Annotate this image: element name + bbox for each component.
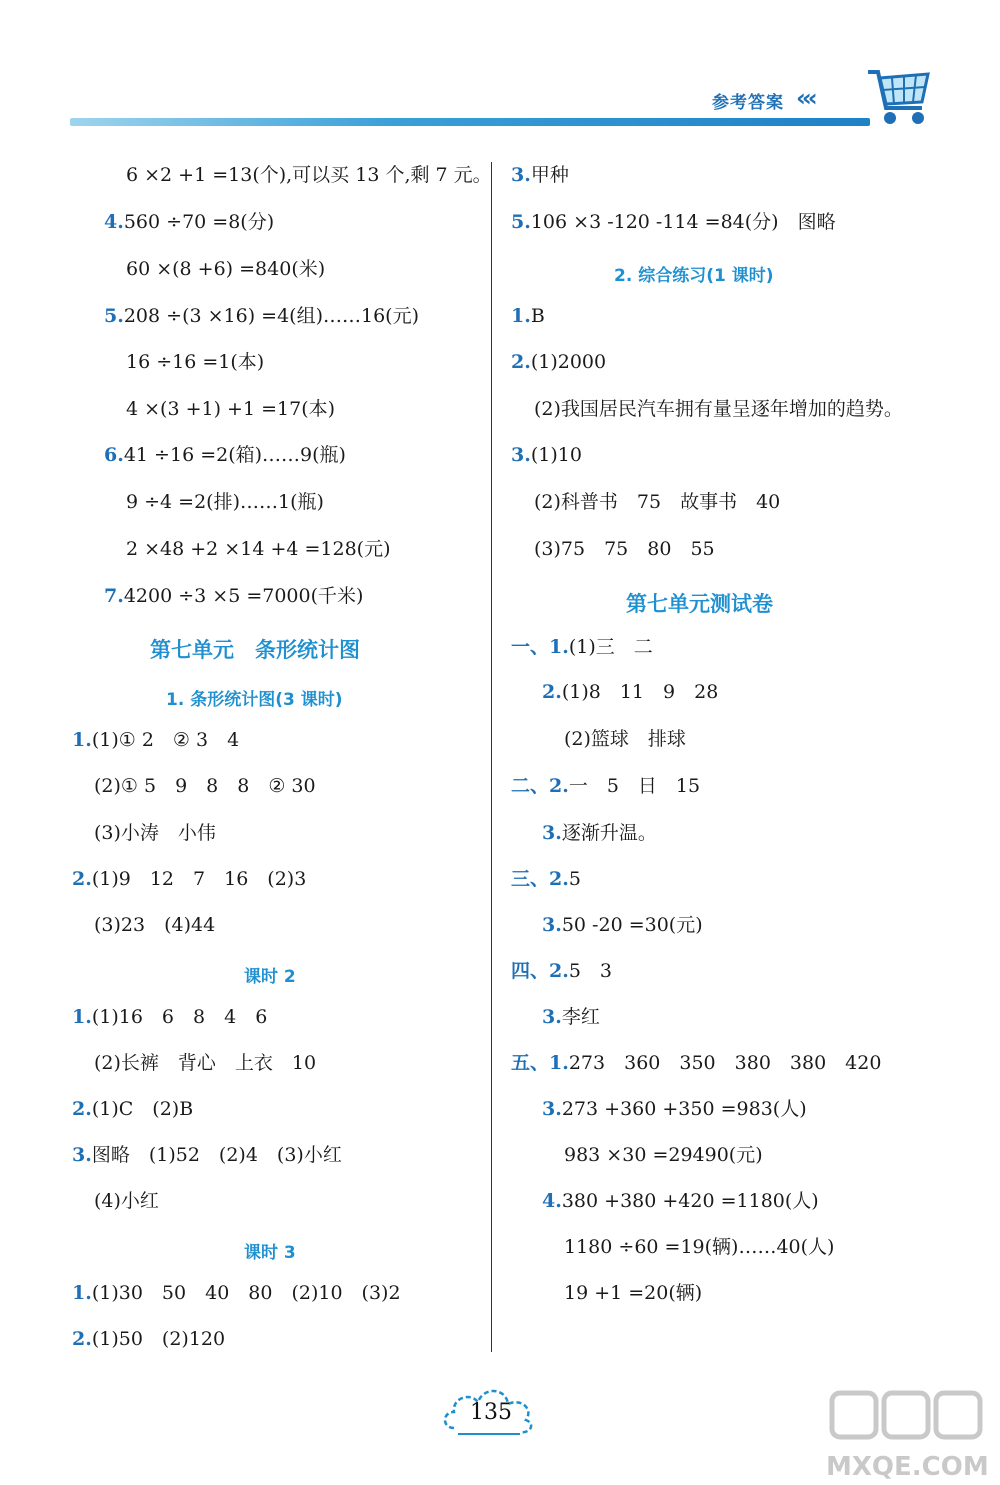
answer-line: 四、2.5 3	[511, 960, 613, 982]
header-title: 参考答案	[712, 93, 784, 113]
answer-line: 1.(1)30 50 40 80 (2)10 (3)2	[72, 1282, 401, 1304]
answer-line: (2)长裤 背心 上衣 10	[94, 1052, 317, 1074]
answer-line: 1.(1)① 2 ② 3 4	[72, 729, 240, 751]
answer-line: 3.李红	[542, 1006, 600, 1028]
answer-line: 2.(1)2000	[511, 351, 607, 373]
answer-line: 3.图略 (1)52 (2)4 (3)小红	[72, 1144, 342, 1166]
answer-line: 2.(1)9 12 7 16 (2)3	[72, 868, 307, 890]
answer-line: (2)篮球 排球	[564, 728, 686, 750]
answer-line: 3.逐渐升温。	[542, 822, 657, 844]
answer-line: 一、1.(1)三 二	[511, 636, 653, 658]
page-number: 135	[470, 1400, 512, 1425]
page-header	[0, 0, 1000, 140]
answer-line: 5.208 ÷(3 ×16) =4(组)……16(元)	[104, 305, 419, 327]
column-divider	[491, 162, 492, 1352]
answer-line: 3.273 +360 +350 =983(人)	[542, 1098, 807, 1120]
watermark-logo	[812, 1385, 1000, 1485]
answer-line: 4 ×(3 +1) +1 =17(本)	[126, 398, 336, 420]
test-title: 第七单元测试卷	[626, 592, 773, 616]
lesson-title: 1. 条形统计图(3 课时)	[166, 690, 343, 710]
answer-line: 983 ×30 =29490(元)	[564, 1144, 763, 1166]
lesson-title: 课时 3	[244, 1243, 296, 1263]
answer-line: (3)23 (4)44	[94, 914, 216, 936]
answer-line: 16 ÷16 =1(本)	[126, 351, 265, 373]
answer-line: 5.106 ×3 -120 -114 =84(分) 图略	[511, 211, 836, 233]
header-rule	[70, 118, 870, 126]
answer-line: 2.(1)8 11 9 28	[542, 681, 719, 703]
answer-line: 1.B	[511, 305, 545, 327]
answer-line: (2)① 5 9 8 8 ② 30	[94, 775, 316, 797]
chevrons-icon: ‹‹‹	[796, 84, 814, 112]
answer-line: 19 +1 =20(辆)	[564, 1282, 703, 1304]
answer-line: 2.(1)50 (2)120	[72, 1328, 226, 1350]
answer-line: 三、2.5	[511, 868, 581, 890]
answer-line: 二、2.一 5 日 15	[511, 775, 701, 797]
answer-line: 3.甲种	[511, 164, 569, 186]
practice-title: 2. 综合练习(1 课时)	[614, 266, 774, 286]
answer-line: 4.380 +380 +420 =1180(人)	[542, 1190, 819, 1212]
answer-line: 60 ×(8 +6) =840(米)	[126, 258, 326, 280]
answer-line: 6 ×2 +1 =13(个),可以买 13 个,剩 7 元。	[126, 164, 492, 186]
answer-line: 4.560 ÷70 =8(分)	[104, 211, 275, 233]
answer-line: 2.(1)C (2)B	[72, 1098, 194, 1120]
answer-line: 2 ×48 +2 ×14 +4 =128(元)	[126, 538, 391, 560]
answer-line: (3)小涛 小伟	[94, 822, 216, 844]
shopping-cart-icon	[862, 62, 934, 132]
answer-line: (2)我国居民汽车拥有量呈逐年增加的趋势。	[534, 398, 903, 420]
answer-line: 3.(1)10	[511, 444, 582, 466]
lesson-title: 课时 2	[244, 967, 296, 987]
svg-text:MXQE.COM: MXQE.COM	[826, 1452, 989, 1482]
page-number-badge	[440, 1380, 540, 1440]
answer-line: 7.4200 ÷3 ×5 =7000(千米)	[104, 585, 364, 607]
answer-line: (4)小红	[94, 1190, 159, 1212]
answer-line: 9 ÷4 =2(排)……1(瓶)	[126, 491, 324, 513]
unit-title: 第七单元 条形统计图	[150, 638, 360, 662]
answer-line: 3.50 -20 =30(元)	[542, 914, 703, 936]
answer-line: 6.41 ÷16 =2(箱)……9(瓶)	[104, 444, 346, 466]
answer-line: 1.(1)16 6 8 4 6	[72, 1006, 268, 1028]
answer-line: 五、1.273 360 350 380 380 420	[511, 1052, 882, 1074]
answer-line: (2)科普书 75 故事书 40	[534, 491, 781, 513]
answer-line: (3)75 75 80 55	[534, 538, 715, 560]
answer-line: 1180 ÷60 =19(辆)……40(人)	[564, 1236, 835, 1258]
